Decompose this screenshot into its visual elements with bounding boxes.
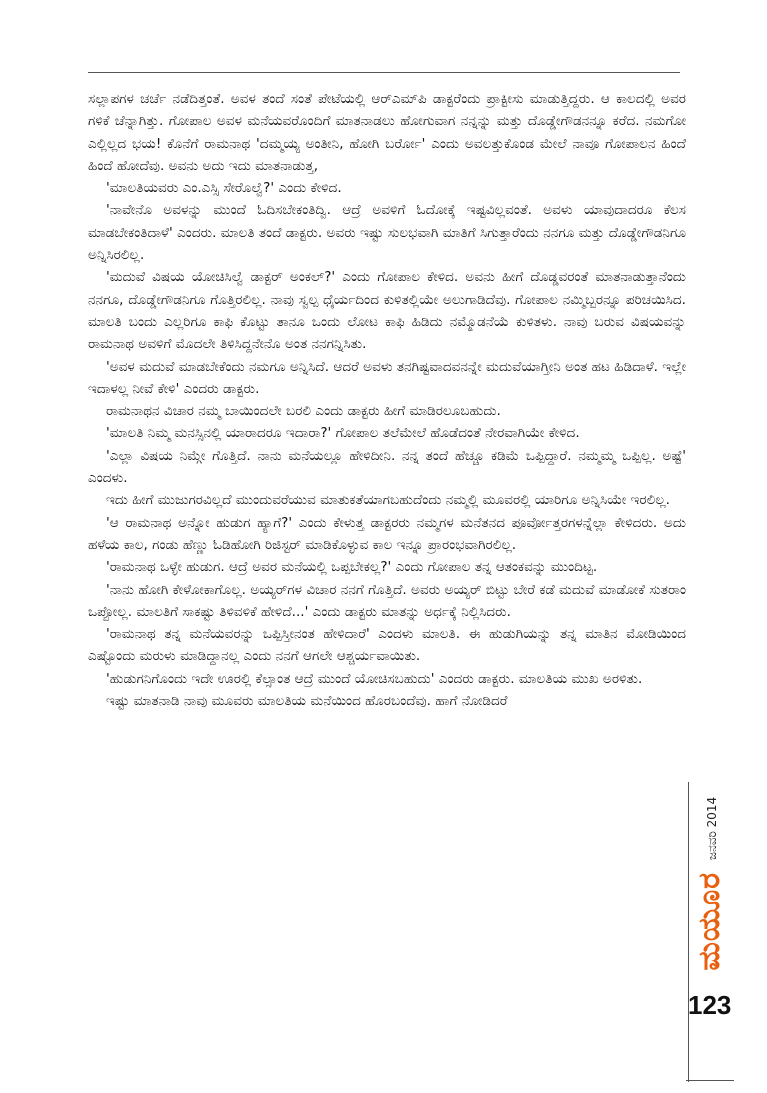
paragraph: 'ಮಾಲತಿ ನಿಮ್ಮ ಮನಸ್ಸಿನಲ್ಲಿ ಯಾರಾದರೂ ಇದಾರಾ?' ಗೋಪಾಲ ತಲೆಮೇಲೆ ಹೊಡೆದಂತೆ ನೇರವಾಗಿಯೇ ಕೇಳಿದ. <box>106 425 580 442</box>
paragraph: 'ರಾಮನಾಥ ಒಳ್ಳೇ ಹುಡುಗ. ಆದ್ರೆ ಅವರ ಮನೆಯಲ್ಲಿ ಒಪ್ಪಬೇಕಲ್ಲ?' ಎಂದು ಗೋಪಾಲ ತನ್ನ ಆತಂಕವನ್ನು ಮುಂದಿಟ್ಟ. <box>106 559 598 576</box>
paragraph: 'ಅವಳ ಮದುವೆ ಮಾಡಬೇಕೆಂದು ನಮಗೂ ಅನ್ನಿಸಿದೆ. ಆದರೆ ಅವಳು ತನಗಿಷ್ಟವಾದವನನ್ನೇ ಮದುವೆಯಾಗ್ತೀನಿ ಅಂತ ಹಟ ಹಿಡಿದಾಳೆ. ಇಲ್ಲೇ ಇದಾಳಲ್ಲ ನೀವೆ ಕೇಳಿ' ಎಂದರು ಡಾಕ್ಟರು. <box>88 358 687 397</box>
paragraph: 'ಹುಡುಗನಿಗೊಂದು ಇದೇ ಊರಲ್ಲಿ ಕೆಲ್ಸಾಂತ ಆದ್ರೆ ಮುಂದೆ ಯೋಚಿಸಬಹುದು' ಎಂದರು ಡಾಕ್ಟರು. ಮಾಲತಿಯ ಮುಖ ಅರಳಿತು. <box>106 670 643 687</box>
side-rule <box>688 782 689 1082</box>
paragraph: ಇಷ್ಟು ಮಾತನಾಡಿ ನಾವು ಮೂವರು ಮಾಲತಿಯ ಮನೆಯಿಂದ ಹೊರಬಂದೆವು. ಹಾಗೆ ನೋಡಿದರೆ <box>106 693 508 710</box>
top-rule <box>88 72 680 73</box>
magazine-masthead <box>692 866 726 976</box>
paragraph: ಸಲ್ಲಾಪಗಳ ಚರ್ಚೆ ನಡೆದಿತ್ತಂತೆ. ಅವಳ ತಂದೆ ಸಂತೆ ಪೇಟೆಯಲ್ಲಿ ಆರ್‌ಎಮ್‌ಪಿ ಡಾಕ್ಟರೆಂದು ಪ್ರಾಕ್ಟೀಸು ಮಾಡುತ್ತಿದ್ದರು. ಆ ಕಾಲದಲ್ಲಿ ಅವರ ಗಳಿಕೆ ಚೆನ್ನಾಗಿತ್ತು. ಗೋಪಾಲ ಅವಳ ಮನೆಯವರೊಂದಿಗೆ ಮಾತನಾಡಲು ಹೋಗುವಾಗ ನನ್ನನ್ನು ಮತ್ತು ದೊಡ್ಡೇಗೌಡನನ್ನೂ ಕರೆದ. ನಮಗೋ ಎಲ್ಲಿಲ್ಲದ ಭಯ! ಕೊನೆಗೆ ರಾಮನಾಥ 'ದಮ್ಮಯ್ಯ ಅಂತೀನಿ, ಹೋಗಿ ಬರ್ರೋ' ಎಂದು ಅವಲತ್ತುಕೊಂಡ ಮೇಲೆ ನಾವೂ ಗೋಪಾಲನ ಹಿಂದೆ ಹಿಂದೆ ಹೋದೆವು. ಅವನು ಅದು ಇದು ಮಾತನಾಡುತ್ತ, <box>88 91 686 174</box>
paragraph: 'ಎಲ್ಲಾ ವಿಷಯ ನಿಮ್ಗೇ ಗೊತ್ತಿದೆ. ನಾನು ಮನೆಯಲ್ಲೂ ಹೇಳಿದೀನಿ. ನನ್ನ ತಂದೆ ಹೆಚ್ಚೂ ಕಡಿಮೆ ಒಪ್ಪಿದ್ದಾರೆ. ನಮ್ಮಮ್ಮ ಒಪ್ಪಿಲ್ಲ. ಅಷ್ಟೆ' ಎಂದಳು. <box>88 447 686 487</box>
paragraph: 'ಮದುವೆ ವಿಷಯ ಯೋಚಿಸಿಲ್ವೆ ಡಾಕ್ಟರ್ ಅಂಕಲ್?' ಎಂದು ಗೋಪಾಲ ಕೇಳಿದ. ಅವನು ಹೀಗೆ ದೊಡ್ಡವರಂತೆ ಮಾತನಾಡುತ್ತಾನೆಂದು ನನಗೂ, ದೊಡ್ಡೇಗೌಡನಿಗೂ ಗೊತ್ತಿರಲಿಲ್ಲ. ನಾವು ಸ್ವಲ್ಪ ಧೈರ್ಯದಿಂದ ಕುಳಿತಲ್ಲಿಯೇ ಅಲುಗಾಡಿದೆವು. ಗೋಪಾಲ ನಮ್ಮಿಬ್ಬರನ್ನೂ ಪರಿಚಯಿಸಿದ. ಮಾಲತಿ ಬಂದು ಎಲ್ಲರಿಗೂ ಕಾಫಿ ಕೊಟ್ಟು ತಾನೂ ಒಂದು ಲೋಟ ಕಾಫಿ ಹಿಡಿದು ನಮ್ಮೊಡನೆಯೆ ಕುಳಿತಳು. ನಾವು ಬರುವ ವಿಷಯವನ್ನು ರಾಮನಾಥ ಅವಳಿಗೆ ಮೊದಲೇ ತಿಳಿಸಿದ್ದನೇನೊ ಅಂತ ನನಗನ್ನಿಸಿತು. <box>88 269 686 353</box>
masthead-title: ಮಯೂರ <box>691 871 727 971</box>
article-body <box>88 88 686 712</box>
paragraph: 'ನಾನು ಹೋಗಿ ಕೇಳೋಕಾಗೊಲ್ಲ. ಅಯ್ಯರ್‌ಗಳ ವಿಚಾರ ನನಗೆ ಗೊತ್ತಿದೆ. ಅವರು ಅಯ್ಯರ್ ಬಿಟ್ಟು ಬೇರೆ ಕಡೆ ಮದುವೆ ಮಾಡೋಕೆ ಸುತರಾಂ ಒಪ್ಪೋಲ್ಲ. ಮಾಲತಿಗೆ ಸಾಕಷ್ಟು ತಿಳಿವಳಿಕೆ ಹೇಳಿದೆ...' ಎಂದು ಡಾಕ್ಟರು ಮಾತನ್ನು ಅರ್ಧಕ್ಕೆ ನಿಲ್ಲಿಸಿದರು. <box>88 581 686 620</box>
page-number: 123 <box>688 990 732 1020</box>
bottom-rule <box>686 1080 734 1081</box>
page-sidebar <box>688 690 730 1090</box>
paragraph: ರಾಮನಾಥನ ವಿಚಾರ ನಮ್ಮ ಬಾಯಿಂದಲೇ ಬರಲಿ ಎಂದು ಡಾಕ್ಟರು ಹೀಗೆ ಮಾಡಿರಲೂಬಹುದು. <box>106 403 501 420</box>
paragraph: 'ಆ ರಾಮನಾಥ ಅನ್ನೋ ಹುಡುಗ ಹ್ಯಾಗೆ?' ಎಂದು ಕೇಳುತ್ತ ಡಾಕ್ಟರರು ನಮ್ಮಗಳ ಮನೆತನದ ಪೂರ್ವೋತ್ತರಗಳನ್ನೆಲ್ಲಾ ಕೇಳಿದರು. ಅದು ಹಳೆಯ ಕಾಲ, ಗಂಡು ಹೆಣ್ಣು ಓಡಿಹೋಗಿ ರಿಜಿಸ್ಟರ್ ಮಾಡಿಕೊಳ್ಳುವ ಕಾಲ ಇನ್ನೂ ಪ್ರಾರಂಭವಾಗಿರಲಿಲ್ಲ. <box>88 514 686 553</box>
paragraph: 'ನಾವೇನೊ ಅವಳನ್ನು ಮುಂದೆ ಓದಿಸಬೇಕಂತಿದ್ವಿ. ಆದ್ರೆ ಅವಳಿಗೆ ಓದೋಕ್ಕೆ ಇಷ್ಟವಿಲ್ಲವಂತೆ. ಅವಳು ಯಾವುದಾದರೂ ಕೆಲಸ ಮಾಡಬೇಕಂತಿದಾಳೆ' ಎಂದರು. ಮಾಲತಿ ತಂದೆ ಡಾಕ್ಟರು. ಅವರು ಇಷ್ಟು ಸುಲಭವಾಗಿ ಮಾತಿಗೆ ಸಿಗುತ್ತಾರೆಂದು ನನಗೂ ಮತ್ತು ದೊಡ್ಡೇಗೌಡನಿಗೂ ಅನ್ನಿಸಿರಲಿಲ್ಲ. <box>88 202 686 264</box>
paragraph: ಇದು ಹೀಗೆ ಮುಜುಗರವಿಲ್ಲದೆ ಮುಂದುವರೆಯುವ ಮಾತುಕತೆಯಾಗಬಹುದೆಂದು ನಮ್ಮಲ್ಲಿ ಮೂವರಲ್ಲಿ ಯಾರಿಗೂ ಅನ್ನಿಸಿಯೇ ಇರಲಿಲ್ಲ. <box>106 492 670 509</box>
issue-date: ಜನವರಿ 2014 <box>705 796 719 860</box>
paragraph: 'ರಾಮನಾಥ ತನ್ನ ಮನೆಯವರನ್ನು ಒಪ್ಪಿಸ್ತೀನಂತ ಹೇಳಿದಾರೆ' ಎಂದಳು ಮಾಲತಿ. ಈ ಹುಡುಗಿಯನ್ನು ತನ್ನ ಮಾತಿನ ಮೋಡಿಯಿಂದ ಎಷ್ಟೊಂದು ಮರುಳು ಮಾಡಿದ್ದಾನಲ್ಲ ಎಂದು ನನಗೆ ಆಗಲೇ ಆಶ್ಚರ್ಯವಾಯಿತು. <box>88 626 686 665</box>
paragraph: 'ಮಾಲತಿಯವರು ಎಂ.ಎಸ್ಸಿ ಸೇರೊಲ್ವೆ?' ಎಂದು ಕೇಳಿದ. <box>106 180 342 197</box>
